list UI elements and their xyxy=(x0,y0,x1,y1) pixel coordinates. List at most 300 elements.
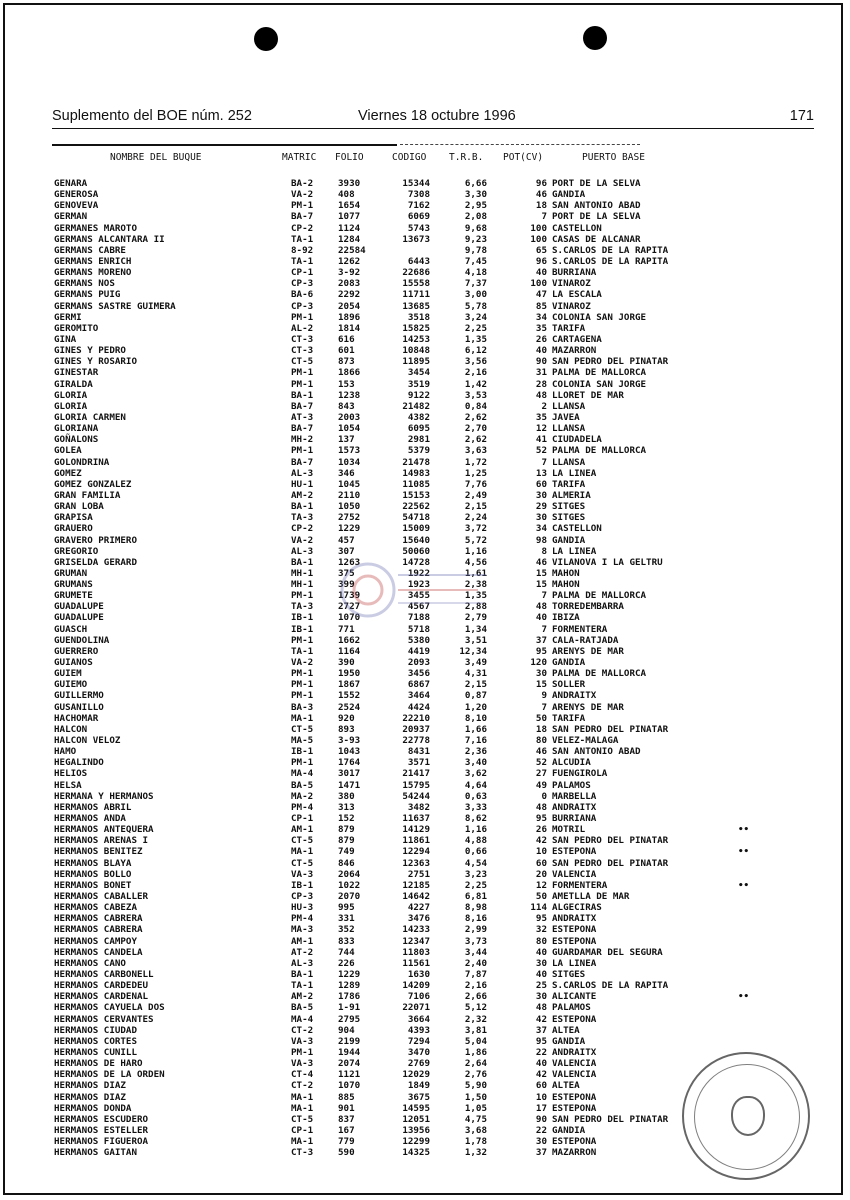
vessel-name: GUERRERO xyxy=(54,645,99,657)
codigo: 14595 xyxy=(402,1102,430,1114)
puerto-base: MOTRIL xyxy=(552,824,586,836)
trb: 5,78 xyxy=(464,300,487,312)
codigo: 5743 xyxy=(407,222,430,234)
trb: 4,31 xyxy=(464,668,487,680)
table-header xyxy=(0,152,850,166)
potencia: 29 xyxy=(535,501,547,513)
puerto-base: MAHON xyxy=(552,567,580,579)
puerto-base: FORMENTERA xyxy=(552,623,608,635)
vessel-name: GENOVEVA xyxy=(54,200,99,212)
trb: 3,30 xyxy=(464,189,487,201)
folio: 590 xyxy=(338,1147,355,1159)
matricula: CT-2 xyxy=(291,1024,314,1036)
puerto-base: S.CARLOS DE LA RAPITA xyxy=(552,244,669,256)
vessel-name: HERMANOS CABALLER xyxy=(54,891,149,902)
puerto-base: TARIFA xyxy=(552,712,586,724)
folio: 1229 xyxy=(338,968,361,980)
potencia: 25 xyxy=(535,980,547,992)
potencia: 52 xyxy=(535,757,547,769)
vessel-name: GUASCH xyxy=(54,623,88,635)
puerto-base: ESTEPONA xyxy=(552,1091,597,1103)
codigo: 15153 xyxy=(402,489,430,501)
table-row xyxy=(0,289,850,300)
vessel-name: GERMANS CABRE xyxy=(54,244,126,256)
table-row xyxy=(0,367,850,378)
matricula: TA-1 xyxy=(291,233,314,245)
puerto-base: ESTEPONA xyxy=(552,1013,597,1025)
matricula: PM-4 xyxy=(291,801,314,813)
puerto-base: GANDIA xyxy=(552,657,586,669)
folio: 3930 xyxy=(338,178,361,189)
table-row xyxy=(0,356,850,367)
trb: 9,78 xyxy=(464,244,487,256)
vessel-name: GEROMITO xyxy=(54,322,99,334)
puerto-base: SAN ANTONIO ABAD xyxy=(552,746,641,758)
matricula: CP-3 xyxy=(291,278,314,290)
matricula: IB-1 xyxy=(291,612,314,624)
folio: 1867 xyxy=(338,679,361,691)
folio: 408 xyxy=(338,189,355,201)
table-row xyxy=(0,802,850,813)
folio: 2292 xyxy=(338,289,361,301)
codigo: 50060 xyxy=(402,545,430,557)
potencia: 52 xyxy=(535,445,547,457)
puerto-base: SAN PEDRO DEL PINATAR xyxy=(552,835,669,847)
codigo: 3456 xyxy=(407,668,430,680)
codigo: 11861 xyxy=(402,835,430,847)
folio: 457 xyxy=(338,534,355,546)
codigo: 15825 xyxy=(402,322,430,334)
matricula: CP-1 xyxy=(291,267,314,279)
potencia: 7 xyxy=(541,701,547,713)
vessel-name: GUENDOLINA xyxy=(54,634,110,646)
folio: 2054 xyxy=(338,300,361,312)
folio: 2083 xyxy=(338,278,361,290)
vessel-name: HERMANOS ESTELLER xyxy=(54,1124,149,1136)
table-row xyxy=(0,412,850,423)
trb: 1,35 xyxy=(464,333,487,345)
matricula: CP-1 xyxy=(291,1124,314,1136)
vessel-name: HACHOMAR xyxy=(54,712,99,724)
table-row xyxy=(0,713,850,724)
puerto-base: ANDRAITX xyxy=(552,1046,597,1058)
trb: 12,34 xyxy=(459,645,487,657)
puerto-base: GANDIA xyxy=(552,1035,586,1047)
codigo: 11561 xyxy=(402,957,430,969)
potencia: 22 xyxy=(535,1124,547,1136)
matricula: CP-2 xyxy=(291,222,314,234)
puerto-base: CASTELLON xyxy=(552,523,602,535)
publication-date: Viernes 18 octubre 1996 xyxy=(358,108,516,124)
matricula: AT-3 xyxy=(291,411,314,423)
folio: 346 xyxy=(338,467,355,479)
matricula: HU-3 xyxy=(291,902,314,914)
vessel-name: GINES Y ROSARIO xyxy=(54,356,137,368)
potencia: 30 xyxy=(535,489,547,501)
puerto-base: FUENGIROLA xyxy=(552,768,608,780)
puerto-base: ALCUDIA xyxy=(552,757,591,769)
official-seal-stamp xyxy=(682,1052,810,1180)
puerto-base: MAHON xyxy=(552,579,580,591)
potencia: 95 xyxy=(535,913,547,925)
puerto-base: SOLLER xyxy=(552,679,586,691)
vessel-name: GLORIANA xyxy=(54,423,99,435)
folio: 771 xyxy=(338,623,355,635)
potencia: 40 xyxy=(535,968,547,980)
codigo: 2981 xyxy=(407,434,430,446)
trb: 4,54 xyxy=(464,857,487,869)
potencia: 28 xyxy=(535,378,547,390)
folio: 1238 xyxy=(338,389,361,401)
table-row xyxy=(0,780,850,791)
matricula: MA-1 xyxy=(291,846,314,858)
codigo: 12029 xyxy=(402,1069,430,1081)
matricula: CT-2 xyxy=(291,1080,314,1092)
folio: 1043 xyxy=(338,746,361,758)
table-row xyxy=(0,468,850,479)
potencia: 15 xyxy=(535,567,547,579)
vessel-name: HERMANOS ANTEQUERA xyxy=(54,824,154,836)
puerto-base: VILANOVA I LA GELTRU xyxy=(552,556,663,568)
folio: 1662 xyxy=(338,634,361,646)
folio: 744 xyxy=(338,946,355,958)
puerto-base: S.CARLOS DE LA RAPITA xyxy=(552,980,669,992)
table-row xyxy=(0,791,850,802)
puerto-base: TARIFA xyxy=(552,322,586,334)
puerto-base: FORMENTERA xyxy=(552,879,608,891)
col-header-port: PUERTO BASE xyxy=(582,152,645,163)
folio: 885 xyxy=(338,1091,355,1103)
puerto-base: ALTEA xyxy=(552,1080,580,1092)
puerto-base: CASTELLON xyxy=(552,222,602,234)
trb: 7,16 xyxy=(464,735,487,747)
potencia: 114 xyxy=(530,902,547,914)
vessel-name: GERMAN xyxy=(54,211,88,223)
vessel-name: HAMO xyxy=(54,746,77,758)
vessel-name: HERMANOS CABRERA xyxy=(54,913,143,925)
matricula: BA-1 xyxy=(291,501,314,513)
codigo: 15795 xyxy=(402,779,430,791)
codigo: 10848 xyxy=(402,345,430,357)
trb: 1,16 xyxy=(464,545,487,557)
vessel-name: HERMANOS ARENAS I xyxy=(54,835,149,847)
puerto-base: ALGECIRAS xyxy=(552,902,602,914)
codigo: 11637 xyxy=(402,813,430,825)
puerto-base: CALA-RATJADA xyxy=(552,634,619,646)
table-row xyxy=(0,523,850,534)
folio: 1054 xyxy=(338,423,361,435)
table-row xyxy=(0,858,850,869)
folio: 2199 xyxy=(338,1035,361,1047)
matricula: PM-1 xyxy=(291,311,314,323)
potencia: 7 xyxy=(541,211,547,223)
trb: 5,90 xyxy=(464,1080,487,1092)
codigo: 11895 xyxy=(402,356,430,368)
matricula: CT-5 xyxy=(291,1113,314,1125)
potencia: 8 xyxy=(541,545,547,557)
codigo: 11085 xyxy=(402,478,430,490)
puerto-base: CASAS DE ALCANAR xyxy=(552,233,641,245)
potencia: 50 xyxy=(535,891,547,902)
table-row xyxy=(0,724,850,735)
trb: 1,32 xyxy=(464,1147,487,1159)
codigo: 22686 xyxy=(402,267,430,279)
trb: 3,44 xyxy=(464,946,487,958)
trb: 1,50 xyxy=(464,1091,487,1103)
folio: 1121 xyxy=(338,1069,361,1081)
codigo: 20937 xyxy=(402,723,430,735)
table-row xyxy=(0,1002,850,1013)
trb: 3,23 xyxy=(464,868,487,880)
codigo: 6443 xyxy=(407,255,430,267)
vessel-name: HERMANOS CARBONELL xyxy=(54,968,154,980)
folio: 843 xyxy=(338,400,355,412)
table-row xyxy=(0,869,850,880)
vessel-table xyxy=(0,178,850,1158)
codigo: 15344 xyxy=(402,178,430,189)
table-row xyxy=(0,479,850,490)
potencia: 30 xyxy=(535,1136,547,1148)
potencia: 30 xyxy=(535,991,547,1003)
folio: 873 xyxy=(338,356,355,368)
trb: 2,25 xyxy=(464,879,487,891)
trb: 3,33 xyxy=(464,801,487,813)
puerto-base: IBIZA xyxy=(552,612,580,624)
trb: 8,98 xyxy=(464,902,487,914)
vessel-name: GERMANS ALCANTARA II xyxy=(54,233,165,245)
table-row xyxy=(0,1036,850,1047)
potencia: 13 xyxy=(535,467,547,479)
codigo: 15640 xyxy=(402,534,430,546)
folio: 137 xyxy=(338,434,355,446)
trb: 2,15 xyxy=(464,501,487,513)
vessel-name: GUADALUPE xyxy=(54,612,104,624)
folio: 1764 xyxy=(338,757,361,769)
vessel-name: GRAPISA xyxy=(54,512,93,524)
trb: 2,64 xyxy=(464,1058,487,1070)
folio: 307 xyxy=(338,545,355,557)
potencia: 42 xyxy=(535,1069,547,1081)
codigo: 13685 xyxy=(402,300,430,312)
codigo: 14129 xyxy=(402,824,430,836)
matricula: BA-2 xyxy=(291,178,314,189)
trb: 5,12 xyxy=(464,1002,487,1014)
codigo: 15009 xyxy=(402,523,430,535)
vessel-name: HERMANOS ANDA xyxy=(54,813,126,825)
folio: 152 xyxy=(338,813,355,825)
potencia: 100 xyxy=(530,233,547,245)
potencia: 30 xyxy=(535,512,547,524)
puerto-base: ESTEPONA xyxy=(552,935,597,947)
seal-emblem-icon xyxy=(731,1096,765,1136)
codigo: 3675 xyxy=(407,1091,430,1103)
table-row xyxy=(0,490,850,501)
trb: 4,75 xyxy=(464,1113,487,1125)
puerto-base: ESTEPONA xyxy=(552,1136,597,1148)
matricula: BA-6 xyxy=(291,289,314,301)
trb: 5,04 xyxy=(464,1035,487,1047)
folio: 1471 xyxy=(338,779,361,791)
folio: 380 xyxy=(338,790,355,802)
codigo: 2751 xyxy=(407,868,430,880)
codigo: 22210 xyxy=(402,712,430,724)
codigo: 3470 xyxy=(407,1046,430,1058)
vessel-name: HERMANOS BONET xyxy=(54,879,132,891)
puerto-base: GANDIA xyxy=(552,534,586,546)
trb: 6,81 xyxy=(464,891,487,902)
table-row xyxy=(0,668,850,679)
codigo: 12347 xyxy=(402,935,430,947)
puerto-base: SAN PEDRO DEL PINATAR xyxy=(552,356,669,368)
trb: 3,00 xyxy=(464,289,487,301)
folio: 1944 xyxy=(338,1046,361,1058)
trb: 0,87 xyxy=(464,690,487,702)
matricula: PM-1 xyxy=(291,378,314,390)
potencia: 41 xyxy=(535,434,547,446)
matricula: CT-3 xyxy=(291,1147,314,1159)
trb: 2,66 xyxy=(464,991,487,1003)
folio: 22584 xyxy=(338,244,366,256)
puerto-base: LLANSA xyxy=(552,456,586,468)
potencia: 46 xyxy=(535,746,547,758)
puerto-base: LLANSA xyxy=(552,423,586,435)
trb: 2,15 xyxy=(464,679,487,691)
folio: 1070 xyxy=(338,612,361,624)
puerto-base: VALENCIA xyxy=(552,868,597,880)
puerto-base: ESTEPONA xyxy=(552,846,597,858)
potencia: 35 xyxy=(535,411,547,423)
trb: 2,79 xyxy=(464,612,487,624)
folio: 1-91 xyxy=(338,1002,361,1014)
trb: 2,16 xyxy=(464,980,487,992)
vessel-name: GRUMAN xyxy=(54,567,88,579)
vessel-name: HERMANOS FIGUEROA xyxy=(54,1136,149,1148)
potencia: 30 xyxy=(535,668,547,680)
codigo: 7162 xyxy=(407,200,430,212)
table-row xyxy=(0,267,850,278)
codigo: 2769 xyxy=(407,1058,430,1070)
trb: 3,62 xyxy=(464,768,487,780)
potencia: 0 xyxy=(541,790,547,802)
trb: 2,49 xyxy=(464,489,487,501)
matricula: MA-1 xyxy=(291,1102,314,1114)
potencia: 34 xyxy=(535,311,547,323)
matricula: MA-2 xyxy=(291,790,314,802)
folio: 1229 xyxy=(338,523,361,535)
potencia: 96 xyxy=(535,178,547,189)
trb: 2,25 xyxy=(464,322,487,334)
matricula: AM-1 xyxy=(291,824,314,836)
puerto-base: PALMA DE MALLORCA xyxy=(552,668,647,680)
table-row xyxy=(0,256,850,267)
trb: 2,16 xyxy=(464,367,487,379)
potencia: 95 xyxy=(535,1035,547,1047)
codigo: 3571 xyxy=(407,757,430,769)
puerto-base: SITGES xyxy=(552,501,586,513)
trb: 1,34 xyxy=(464,623,487,635)
vessel-name: HERMANOS CERVANTES xyxy=(54,1013,154,1025)
vessel-name: GRAN LOBA xyxy=(54,501,104,513)
table-row xyxy=(0,401,850,412)
table-top-rule-dashed xyxy=(400,144,640,145)
vessel-name: GOLONDRINA xyxy=(54,456,110,468)
trb: 2,08 xyxy=(464,211,487,223)
table-row xyxy=(0,334,850,345)
potencia: 98 xyxy=(535,534,547,546)
vessel-name: HERMANOS CABRERA xyxy=(54,924,143,936)
potencia: 80 xyxy=(535,935,547,947)
potencia: 10 xyxy=(535,846,547,858)
codigo: 14983 xyxy=(402,467,430,479)
table-top-rule xyxy=(52,144,397,146)
puerto-base: COLONIA SAN JORGE xyxy=(552,311,647,323)
folio: 1034 xyxy=(338,456,361,468)
vessel-name: GERMI xyxy=(54,311,82,323)
codigo: 21417 xyxy=(402,768,430,780)
folio: 3-93 xyxy=(338,735,361,747)
potencia: 40 xyxy=(535,267,547,279)
trb: 4,64 xyxy=(464,779,487,791)
potencia: 49 xyxy=(535,779,547,791)
vessel-name: GINES Y PEDRO xyxy=(54,345,126,357)
matricula: MA-1 xyxy=(291,1091,314,1103)
folio: 226 xyxy=(338,957,355,969)
vessel-name: GERMANS PUIG xyxy=(54,289,121,301)
potencia: 60 xyxy=(535,1080,547,1092)
publication-title: Suplemento del BOE núm. 252 xyxy=(52,108,252,124)
codigo: 12299 xyxy=(402,1136,430,1148)
puerto-base: LLORET DE MAR xyxy=(552,389,624,401)
trb: 2,32 xyxy=(464,1013,487,1025)
trb: 4,18 xyxy=(464,267,487,279)
folio: 833 xyxy=(338,935,355,947)
table-row xyxy=(0,379,850,390)
table-row xyxy=(0,835,850,846)
potencia: 46 xyxy=(535,189,547,201)
potencia: 42 xyxy=(535,1013,547,1025)
potencia: 17 xyxy=(535,1102,547,1114)
vessel-name: GOLEA xyxy=(54,445,82,457)
vessel-name: GUIANOS xyxy=(54,657,93,669)
folio: 375 xyxy=(338,567,355,579)
matricula: AM-2 xyxy=(291,991,314,1003)
puerto-base: PORT DE LA SELVA xyxy=(552,178,641,189)
potencia: 22 xyxy=(535,1046,547,1058)
table-row xyxy=(0,813,850,824)
margin-mark: •• xyxy=(738,991,750,1003)
matricula: TA-1 xyxy=(291,255,314,267)
vessel-name: HERMANOS DIAZ xyxy=(54,1080,126,1092)
folio: 2070 xyxy=(338,891,361,902)
puerto-base: VELEZ-MALAGA xyxy=(552,735,619,747)
puerto-base: LLANSA xyxy=(552,400,586,412)
folio: 1077 xyxy=(338,211,361,223)
table-row xyxy=(0,278,850,289)
table-row xyxy=(0,234,850,245)
table-row xyxy=(0,936,850,947)
puerto-base: COLONIA SAN JORGE xyxy=(552,378,647,390)
puerto-base: PALMA DE MALLORCA xyxy=(552,590,647,602)
matricula: PM-1 xyxy=(291,679,314,691)
vessel-name: GRUMANS xyxy=(54,579,93,591)
codigo: 22778 xyxy=(402,735,430,747)
codigo: 14325 xyxy=(402,1147,430,1159)
vessel-name: HERMANOS CAMPOY xyxy=(54,935,137,947)
vessel-name: GREGORIO xyxy=(54,545,99,557)
potencia: 30 xyxy=(535,957,547,969)
vessel-name: GUIEM xyxy=(54,668,82,680)
vessel-name: GRUMETE xyxy=(54,590,93,602)
